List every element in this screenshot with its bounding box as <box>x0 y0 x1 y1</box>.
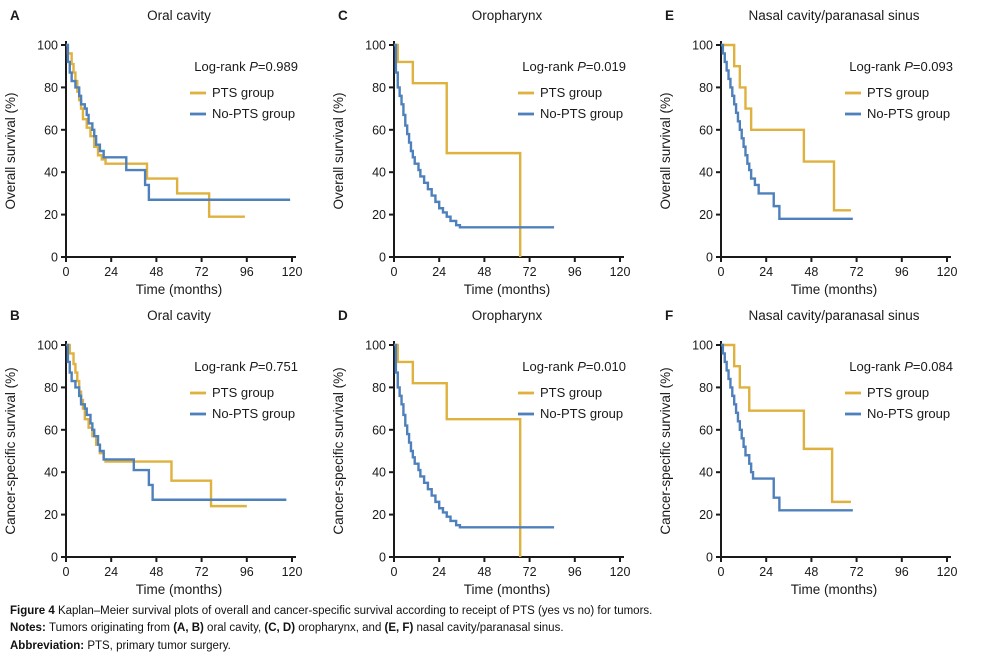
caption-text-segment: oropharynx, and <box>295 622 385 635</box>
x-axis-label: Time (months) <box>135 582 223 597</box>
caption-text-segment: oral cavity, <box>203 622 265 635</box>
panel-letter: D <box>337 308 348 323</box>
no_pts-legend-label: No-PTS group <box>867 106 951 121</box>
log-rank-text: Log-rank P=0.093 <box>849 59 954 74</box>
km-panel-B <box>0 300 328 600</box>
panel-title: Nasal cavity/paranasal sinus <box>748 8 920 23</box>
y-tick-label: 20 <box>699 508 714 523</box>
y-tick-label: 40 <box>371 465 386 480</box>
y-axis-label: Cancer-specific survival (%) <box>330 367 346 535</box>
pts-legend-label: PTS group <box>212 385 275 400</box>
caption-line-2 <box>10 620 983 637</box>
y-tick-label: 0 <box>706 250 714 265</box>
caption-text-segment: PTS, primary tumor surgery. <box>87 639 231 652</box>
pts-legend-label: PTS group <box>867 385 930 400</box>
y-tick-label: 80 <box>44 380 58 395</box>
km-plot-D <box>328 300 655 600</box>
y-tick-label: 100 <box>692 38 714 53</box>
x-tick-label: 48 <box>804 565 819 579</box>
log-rank-text: Log-rank P=0.084 <box>849 359 954 374</box>
pts-legend-label: PTS group <box>539 385 602 400</box>
y-tick-label: 60 <box>371 123 386 138</box>
y-axis-label: Overall survival (%) <box>3 92 18 210</box>
x-tick-label: 0 <box>62 565 70 579</box>
panel-letter: C <box>337 8 348 23</box>
x-tick-label: 96 <box>895 565 910 579</box>
caption-bold-segment: Figure 4 <box>10 605 58 617</box>
km-panel-C <box>328 0 656 300</box>
panel-letter: E <box>665 8 675 23</box>
caption-text-segment: Kaplan–Meier survival plots of overall and cancer-specific survival according to receipt of PTS (yes vs no) for tumors. <box>57 605 653 617</box>
x-axis-label: Time (months) <box>791 582 878 597</box>
x-tick-label: 24 <box>431 565 446 579</box>
y-tick-label: 0 <box>378 550 386 565</box>
panel-title: Oropharynx <box>471 308 542 323</box>
km-plot-E <box>655 0 982 300</box>
x-tick-label: 24 <box>759 565 774 579</box>
y-tick-label: 100 <box>692 338 714 353</box>
km-plot-A <box>0 0 327 300</box>
panel-title: Nasal cavity/paranasal sinus <box>748 308 920 323</box>
km-panel-D <box>328 300 656 600</box>
x-tick-label: 120 <box>609 565 631 579</box>
y-tick-label: 60 <box>44 423 58 438</box>
panel-title: Oral cavity <box>147 8 211 23</box>
x-tick-label: 72 <box>194 265 209 279</box>
panel-letter: B <box>10 308 20 323</box>
caption-bold-segment: (C, D) <box>264 622 296 635</box>
y-tick-label: 60 <box>371 423 386 438</box>
y-tick-label: 0 <box>51 250 58 265</box>
pts-legend-label: PTS group <box>539 85 602 100</box>
y-tick-label: 60 <box>699 423 714 438</box>
y-tick-label: 40 <box>371 165 386 180</box>
y-tick-label: 0 <box>706 550 714 565</box>
x-tick-label: 120 <box>936 265 958 279</box>
y-tick-label: 100 <box>364 38 386 53</box>
x-tick-label: 120 <box>281 265 303 279</box>
x-tick-label: 48 <box>149 265 164 279</box>
x-tick-label: 72 <box>849 265 864 279</box>
x-tick-label: 72 <box>194 565 209 579</box>
y-tick-label: 40 <box>699 165 714 180</box>
y-tick-label: 80 <box>699 80 714 95</box>
x-axis-label: Time (months) <box>791 282 878 297</box>
km-panel-E <box>655 0 983 300</box>
x-axis-label: Time (months) <box>135 282 223 297</box>
no_pts-legend-label: No-PTS group <box>539 106 623 121</box>
km-plot-C <box>328 0 655 300</box>
caption-bold-segment: Notes: <box>10 622 49 635</box>
x-axis-label: Time (months) <box>463 282 550 297</box>
x-tick-label: 96 <box>567 565 582 579</box>
km-plot-B <box>0 300 327 600</box>
pts-legend-label: PTS group <box>212 85 275 100</box>
caption-bold-segment: (E, F) <box>384 622 414 635</box>
y-tick-label: 0 <box>378 250 386 265</box>
x-tick-label: 72 <box>522 565 537 579</box>
km-plot-F <box>655 300 982 600</box>
y-tick-label: 20 <box>44 508 58 523</box>
y-tick-label: 20 <box>44 208 58 223</box>
y-tick-label: 40 <box>699 465 714 480</box>
x-tick-label: 24 <box>104 565 119 579</box>
panel-title: Oral cavity <box>147 308 211 323</box>
x-tick-label: 120 <box>609 265 631 279</box>
x-tick-label: 96 <box>567 265 582 279</box>
y-tick-label: 0 <box>51 550 58 565</box>
panel-letter: F <box>665 308 674 323</box>
y-axis-label: Cancer-specific survival (%) <box>3 367 18 535</box>
y-tick-label: 100 <box>37 338 58 353</box>
log-rank-text: Log-rank P=0.019 <box>521 59 626 74</box>
x-tick-label: 72 <box>522 265 537 279</box>
y-tick-label: 80 <box>44 80 58 95</box>
y-tick-label: 60 <box>44 123 58 138</box>
panel-letter: A <box>10 8 20 23</box>
y-tick-label: 60 <box>699 123 714 138</box>
x-tick-label: 24 <box>759 265 774 279</box>
caption-text-segment: nasal cavity/paranasal sinus. <box>413 622 564 635</box>
y-tick-label: 20 <box>699 208 714 223</box>
x-tick-label: 96 <box>239 265 254 279</box>
log-rank-text: Log-rank P=0.010 <box>521 359 626 374</box>
y-tick-label: 80 <box>371 380 386 395</box>
figure-caption <box>10 603 983 655</box>
caption-bold-segment: Abbreviation: <box>10 639 88 652</box>
x-tick-label: 24 <box>431 265 446 279</box>
y-tick-label: 40 <box>44 165 58 180</box>
x-tick-label: 0 <box>62 265 70 279</box>
y-tick-label: 40 <box>44 465 58 480</box>
caption-bold-segment: (A, B) <box>173 622 204 635</box>
y-tick-label: 100 <box>37 38 58 53</box>
no_pts-legend-label: No-PTS group <box>212 106 296 121</box>
x-tick-label: 96 <box>895 265 910 279</box>
x-tick-label: 48 <box>477 265 492 279</box>
pts-legend-label: PTS group <box>867 85 930 100</box>
y-axis-label: Overall survival (%) <box>658 92 674 210</box>
km-panel-A <box>0 0 328 300</box>
caption-line-1 <box>10 603 983 620</box>
x-tick-label: 48 <box>804 265 819 279</box>
x-tick-label: 72 <box>849 565 864 579</box>
x-tick-label: 120 <box>281 565 303 579</box>
caption-line-3 <box>10 638 983 655</box>
no_pts-legend-label: No-PTS group <box>539 406 623 421</box>
y-tick-label: 20 <box>371 208 386 223</box>
x-tick-label: 96 <box>239 565 254 579</box>
y-tick-label: 80 <box>371 80 386 95</box>
km-panel-F <box>655 300 983 600</box>
y-axis-label: Overall survival (%) <box>330 92 346 210</box>
y-axis-label: Cancer-specific survival (%) <box>658 367 674 535</box>
x-tick-label: 24 <box>104 265 119 279</box>
panel-title: Oropharynx <box>471 8 542 23</box>
x-tick-label: 0 <box>717 265 725 279</box>
log-rank-text: Log-rank P=0.989 <box>194 59 298 74</box>
y-tick-label: 100 <box>364 338 386 353</box>
x-tick-label: 48 <box>477 565 492 579</box>
x-tick-label: 0 <box>390 565 398 579</box>
x-axis-label: Time (months) <box>463 582 550 597</box>
no_pts-legend-label: No-PTS group <box>867 406 951 421</box>
caption-text-segment: Tumors originating from <box>48 622 174 635</box>
log-rank-text: Log-rank P=0.751 <box>194 359 298 374</box>
x-tick-label: 0 <box>390 265 398 279</box>
x-tick-label: 0 <box>717 565 725 579</box>
no_pts-legend-label: No-PTS group <box>212 406 296 421</box>
x-tick-label: 48 <box>149 565 164 579</box>
y-tick-label: 80 <box>699 380 714 395</box>
y-tick-label: 20 <box>371 508 386 523</box>
x-tick-label: 120 <box>936 565 958 579</box>
